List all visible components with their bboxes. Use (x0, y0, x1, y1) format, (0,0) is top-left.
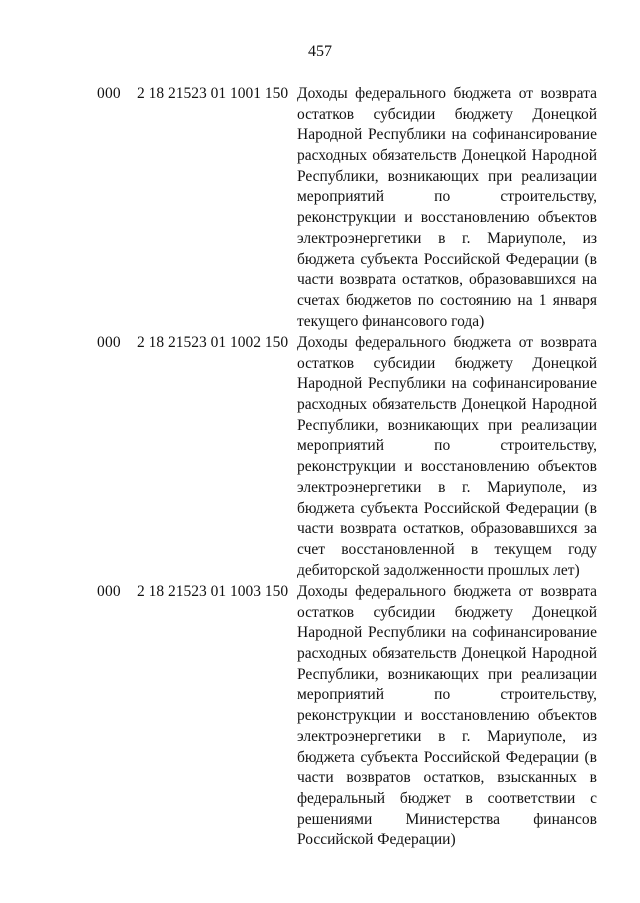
description-line: Республики, возникающих при реализации (297, 416, 597, 434)
description-line: расходных обязательств Донецкой Народной (297, 147, 597, 165)
description-line: части возврата остатков, образовавшихся за (297, 520, 597, 538)
description-line: реконструкции и восстановлению объектов (297, 458, 597, 476)
description-line: Доходы федерального бюджета от возврата (297, 334, 597, 351)
description-line: дебиторской задолженности прошлых лет) (297, 561, 580, 579)
description-line: части возврата остатков, образовавшихся на (297, 271, 597, 289)
description-line: мероприятий по строительству, (297, 437, 597, 455)
income-description (297, 84, 597, 332)
description-line: расходных обязательств Донецкой Народной (297, 396, 597, 414)
description-line: федеральный бюджет в соответствии с (297, 789, 597, 807)
description-line: электроэнергетики в г. Мариуполе, из (297, 229, 597, 247)
budget-classification-code: 2 18 21523 01 1001 150 (137, 85, 289, 102)
description-line: счетах бюджетов по состоянию на 1 января (297, 291, 597, 309)
description-line: Народной Республики на софинансирование (297, 126, 597, 144)
description-line: части возвратов остатков, взысканных в (297, 769, 597, 787)
description-line: остатков субсидии бюджету Донецкой (297, 603, 597, 621)
page-number: 457 (308, 43, 332, 60)
description-line: текущего финансового года) (297, 312, 485, 330)
description-line: Народной Республики на софинансирование (297, 375, 597, 393)
description-line: Доходы федерального бюджета от возврата (297, 583, 597, 600)
description-line: Республики, возникающих при реализации (297, 665, 597, 683)
description-line: мероприятий по строительству, (297, 686, 597, 704)
administrator-code: 000 (97, 583, 121, 600)
description-line: электроэнергетики в г. Мариуполе, из (297, 727, 597, 745)
description-line: счет восстановленной в текущем году (297, 540, 597, 558)
description-line: остатков субсидии бюджету Донецкой (297, 105, 597, 123)
description-line: реконструкции и восстановлению объектов (297, 707, 597, 725)
description-line: Республики, возникающих при реализации (297, 167, 597, 185)
income-description (297, 333, 597, 581)
budget-classification-code: 2 18 21523 01 1003 150 (137, 583, 289, 600)
description-line: остатков субсидии бюджету Донецкой (297, 354, 597, 372)
description-line: реконструкции и восстановлению объектов (297, 209, 597, 227)
description-line: Доходы федерального бюджета от возврата (297, 85, 597, 102)
income-description (297, 582, 597, 851)
description-line: решениями Министерства финансов (297, 810, 597, 828)
description-line: бюджета субъекта Российской Федерации (в (297, 250, 597, 268)
administrator-code: 000 (97, 334, 121, 351)
description-line: Российской Федерации) (297, 831, 456, 849)
description-line: Народной Республики на софинансирование (297, 624, 597, 642)
description-line: расходных обязательств Донецкой Народной (297, 645, 597, 663)
description-line: бюджета субъекта Российской Федерации (в (297, 499, 597, 517)
description-line: мероприятий по строительству, (297, 188, 597, 206)
budget-classification-code: 2 18 21523 01 1002 150 (137, 334, 289, 351)
administrator-code: 000 (97, 85, 121, 102)
description-line: электроэнергетики в г. Мариуполе, из (297, 478, 597, 496)
description-line: бюджета субъекта Российской Федерации (в (297, 748, 597, 766)
